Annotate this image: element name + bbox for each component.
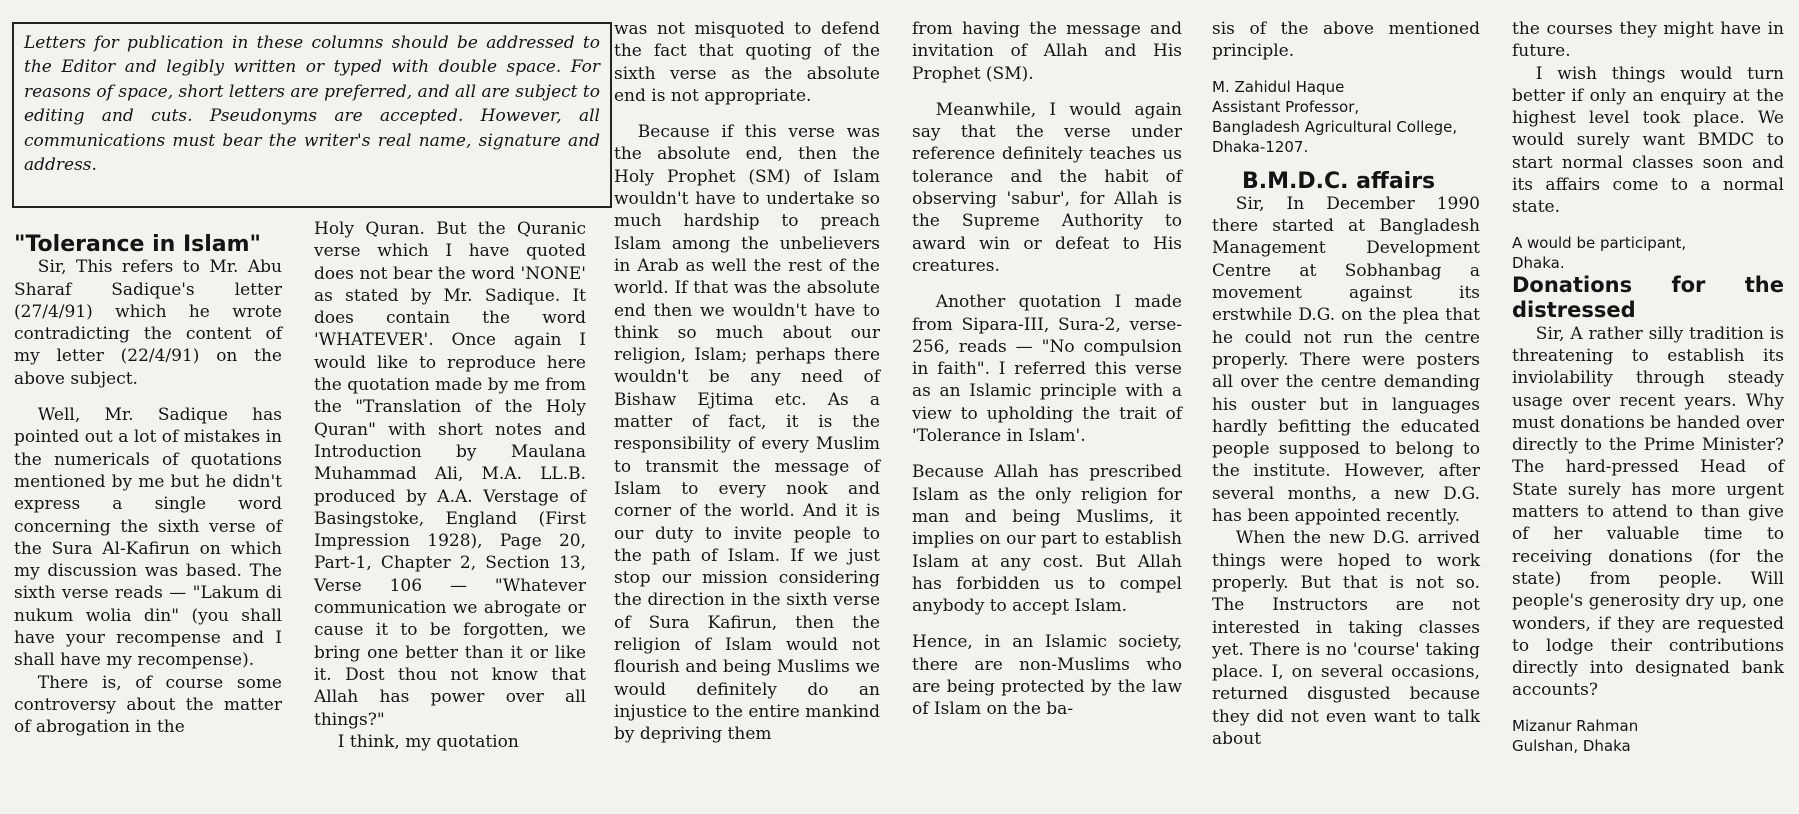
letter1-para-10: Another quotation I made from Sipara-III, Sura-2, verse-256, reads — "No compulsion in faith". I referred this verse as an Islamic principle with a view to upholding the trait of 'Tolerance in Islam'.: [912, 292, 1182, 447]
letter1-para-3: There is, of course some controversy about the matter of abrogation in the: [14, 672, 282, 738]
letter1-para-4: Holy Quran. But the Quranic verse which I have quoted does not bear the word 'NONE' as stated by Mr. Sadique. It does contain the word 'WHATEVER'. Once again I would like to reproduce here the quotation made by me from the "Translation of the Holy Quran" with short notes and Introduction by Maulana Muhammad Ali, M.A. LL.B. produced by A.A. Verstage of Basingstoke, England (First Impression 1928), Page 20, Part-1, Chapter 2, Section 13, Verse 106 — "Whatever communication we abrogate or cause it to be forgotten, we bring one better than it or like it. Dost thou not know that Allah has power over all things?": [314, 219, 586, 730]
letter3-para-1: Sir, A rather silly tradition is threatening to establish its inviolability through steady usage over recent years. Why must donations be handed over directly to the Prime Minister? The hard-pressed Head of State surely has more urgent matters to attend to than give of her valuable time to receiving donations (for the state) from people. Will people's generosity dry up, one wonders, if they are requested to lodge their contributions directly into designated bank accounts?: [1512, 323, 1784, 701]
letter3-signature: [1512, 716, 1784, 756]
letter1-signature-title: Assistant Professor,: [1212, 97, 1360, 116]
letter1-para-5: I think, my quotation: [337, 731, 519, 752]
letter1-para-9: Meanwhile, I would again say that the verse under reference definitely teaches us tolerance and the habit of observing 'sabur', for Allah is the Supreme Authority to award win or defeat to His creatures.: [912, 99, 1182, 276]
letter2-para-4: I wish things would turn better if only an enquiry at the highest level took place. We would surely want BMDC to start normal classes soon and its affairs come to a normal state.: [1512, 63, 1784, 218]
letter1-para-12: Hence, in an Islamic society, there are non-Muslims who are being protected by the law of Islam on the ba-: [912, 632, 1182, 720]
letter1-para-2: Well, Mr. Sadique has pointed out a lot of mistakes in the numericals of quotations mentioned by me but he didn't express a single word concerning the sixth verse of the Sura Al-Kafirun on which my discussion was based. The sixth verse reads — "Lakum di nukum wolia din" (you shall have your recompense and I shall have my recompense).: [14, 405, 282, 671]
letter2-para-2: When the new D.G. arrived things were hoped to work properly. But that is not so. The Instructors are not interested in taking classes yet. There is no 'course' taking place. I, on several occasions, returned disgusted because they did not even want to talk about: [1212, 528, 1480, 750]
headline-tolerance-in-islam: "Tolerance in Islam": [14, 232, 262, 257]
column-6: [1512, 18, 1784, 756]
column-4: [912, 18, 1182, 721]
letter1-para-13: sis of the above mentioned principle.: [1212, 19, 1480, 62]
column-1: [14, 234, 282, 739]
letter1-para-7: Because if this verse was the absolute end, then the Holy Prophet (SM) of Islam wouldn't have to undertake so much hardship to preach Islam among the unbelievers in Arab as well the rest of the world. If that was the absolute end then we wouldn't have to think so much about our religion, Islam; perhaps there wouldn't be any need of Bishaw Ejtima etc. As a matter of fact, it is the responsibility of every Muslim to transmit the message of Islam to every nook and corner of the world. And it is our duty to invite people to the path of Islam. If we just stop our mission considering the direction in the sixth verse of Sura Kafirun, then the religion of Islam would not flourish and being Muslims we would definitely do an injustice to the entire mankind by depriving them: [614, 122, 880, 745]
letter2-signature-place: Dhaka.: [1512, 253, 1565, 272]
letter1-para-11: Because Allah has prescribed Islam as the only religion for man and being Muslims, it implies on our part to establish Islam at any cost. But Allah has forbidden us to compel anybody to accept Islam.: [912, 462, 1182, 617]
letter2-para-3: the courses they might have in future.: [1512, 19, 1784, 62]
letter1-para-1: Sir, This refers to Mr. Abu Sharaf Sadique's letter (27/4/91) which he wrote contradicting the content of my letter (22/4/91) on the above subject.: [14, 257, 282, 389]
letter1-para-6: was not misquoted to defend the fact that quoting of the sixth verse as the absolute end is not appropriate.: [614, 19, 880, 106]
letter2-signature-name: A would be participant,: [1512, 233, 1687, 252]
editor-notice-box: Letters for publication in these columns should be addressed to the Editor and legibly written or typed with double space. For reasons of space, short letters are preferred, and all are subject to editing and cuts. Pseudonyms are accepted. However, all communications must bear the writer's real name, signature and address.: [12, 22, 612, 208]
headline-donations-for-the-distressed: Donations for the distressed: [1512, 272, 1784, 322]
letter1-para-8: from having the message and invitation of Allah and His Prophet (SM).: [912, 19, 1182, 84]
letter1-signature: [1212, 77, 1480, 157]
column-2: [314, 218, 586, 753]
letter1-signature-name: M. Zahidul Haque: [1212, 77, 1345, 96]
column-5: [1212, 18, 1480, 750]
letter1-signature-address: Bangladesh Agricultural College, Dhaka-1207.: [1212, 117, 1458, 156]
letter2-para-1: Sir, In December 1990 there started at Bangladesh Management Development Centre at Sobhanbag a movement against its erstwhile D.G. on the plea that he could not run the centre properly. There were posters all over the centre demanding his ouster but in languages hardly befitting the educated people supposed to belong to the institute. However, after several months, a new D.G. has been appointed recently.: [1212, 193, 1480, 527]
column-3: [614, 18, 880, 746]
letter3-signature-name: Mizanur Rahman: [1512, 716, 1639, 735]
letter3-signature-place: Gulshan, Dhaka: [1512, 736, 1631, 755]
headline-bmdc-affairs: B.M.D.C. affairs: [1242, 168, 1436, 194]
letter2-signature: [1512, 233, 1784, 273]
